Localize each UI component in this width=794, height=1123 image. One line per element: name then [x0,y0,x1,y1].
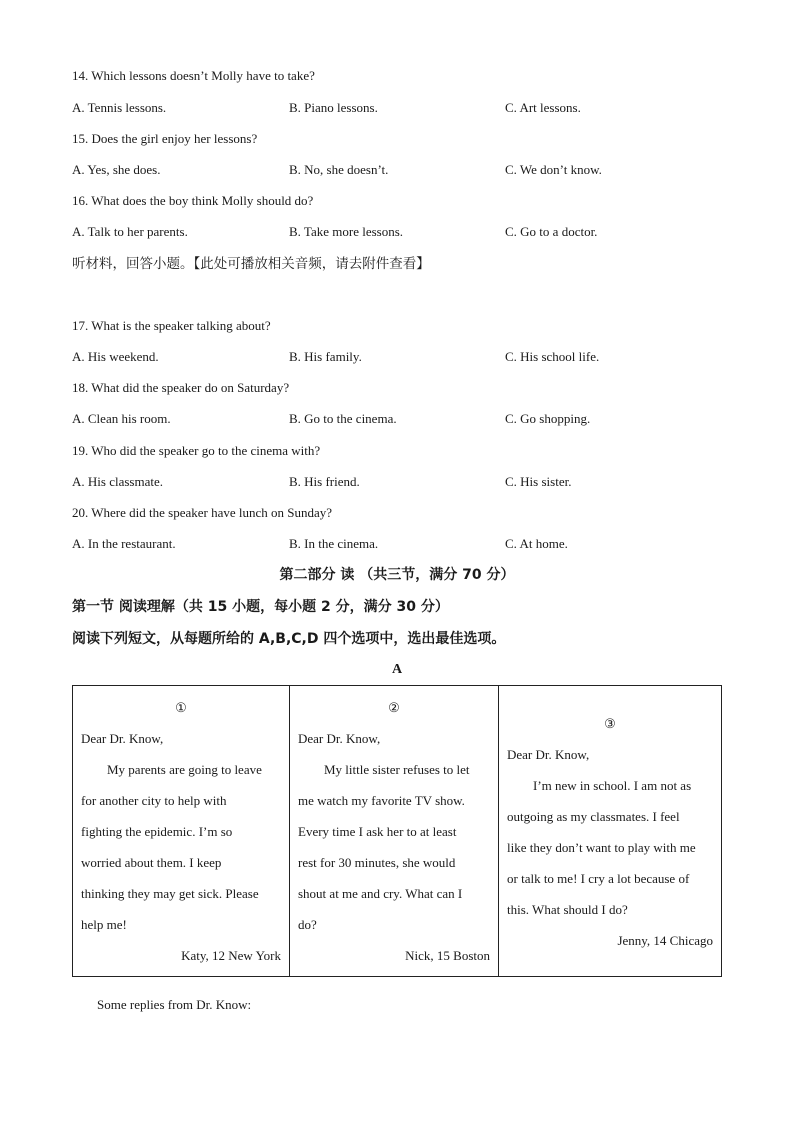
option-20-a: A. In the restaurant. [72,536,176,551]
replies-intro: Some replies from Dr. Know: [97,997,252,1012]
letter-1-line: for another city to help with [81,793,227,808]
letter-1-line: thinking they may get sick. Please [81,886,259,901]
letter-1-line: worried about them. I keep [81,855,222,870]
question-14: 14. Which lessons doesn’t Molly have to take? [72,68,315,83]
letter-1-line: fighting the epidemic. I’m so [81,824,233,839]
part2-title: 第二部分 读 （共三节，满分 70 分） [279,567,515,583]
option-16-c: C. Go to a doctor. [505,224,598,239]
letter-3-line: like they don’t want to play with me [507,840,696,855]
audio-note: 听材料，回答小题。【此处可播放相关音频，请去附件查看】 [72,256,430,272]
letter-3-number: ③ [604,716,616,731]
passage-label: A [391,662,403,677]
letter-3-line: outgoing as my classmates. I feel [507,809,680,824]
section1-title: 第一节 阅读理解（共 15 小题，每小题 2 分，满分 30 分） [72,599,449,615]
letter-3-line: I’m new in school. I am not as [533,778,692,793]
letter-1-line: help me! [81,917,127,932]
letter-3-line: this. What should I do? [507,902,628,917]
letter-2-line: Every time I ask her to at least [298,824,457,839]
reading-instruction: 阅读下列短文，从每题所给的 A,B,C,D 四个选项中，选出最佳选项。 [72,631,506,647]
letter-1-signature: Katy, 12 New York [181,948,281,963]
option-17-b: B. His family. [289,349,362,364]
letter-1-salute: Dear Dr. Know, [81,731,164,746]
letter-2-line: shout at me and cry. What can I [298,886,463,901]
letter-2-signature: Nick, 15 Boston [405,948,490,963]
option-19-a: A. His classmate. [72,474,163,489]
option-18-c: C. Go shopping. [505,411,591,426]
letter-3 [499,686,722,977]
letter-2 [290,686,499,977]
option-14-c: C. Art lessons. [505,100,581,115]
letter-3-salute: Dear Dr. Know, [507,747,590,762]
letter-2-salute: Dear Dr. Know, [298,731,381,746]
option-15-a: A. Yes, she does. [72,162,161,177]
option-17-c: C. His school life. [505,349,600,364]
question-16: 16. What does the boy think Molly should do? [72,193,314,208]
letter-2-line: My little sister refuses to let [324,762,470,777]
question-18: 18. What did the speaker do on Saturday? [72,380,290,395]
option-14-b: B. Piano lessons. [289,100,378,115]
option-20-c: C. At home. [505,536,568,551]
letter-1 [73,686,290,977]
letter-3-signature: Jenny, 14 Chicago [617,933,713,948]
letter-3-line: or talk to me! I cry a lot because of [507,871,690,886]
question-19: 19. Who did the speaker go to the cinema with? [72,443,321,458]
letter-2-line: rest for 30 minutes, she would [298,855,456,870]
option-14-a: A. Tennis lessons. [72,100,167,115]
option-16-b: B. Take more lessons. [289,224,404,239]
option-19-c: C. His sister. [505,474,572,489]
letter-1-number: ① [175,700,187,715]
option-15-c: C. We don’t know. [505,162,602,177]
question-15: 15. Does the girl enjoy her lessons? [72,131,258,146]
option-18-b: B. Go to the cinema. [289,411,397,426]
question-20: 20. Where did the speaker have lunch on Sunday? [72,505,333,520]
option-15-b: B. No, she doesn’t. [289,162,389,177]
option-17-a: A. His weekend. [72,349,159,364]
letters-table [72,685,722,977]
option-18-a: A. Clean his room. [72,411,171,426]
option-19-b: B. His friend. [289,474,360,489]
question-17: 17. What is the speaker talking about? [72,318,271,333]
letter-2-line: me watch my favorite TV show. [298,793,465,808]
letter-1-line: My parents are going to leave [107,762,262,777]
letter-2-number: ② [388,700,400,715]
letter-2-line: do? [298,917,317,932]
option-20-b: B. In the cinema. [289,536,379,551]
option-16-a: A. Talk to her parents. [72,224,188,239]
